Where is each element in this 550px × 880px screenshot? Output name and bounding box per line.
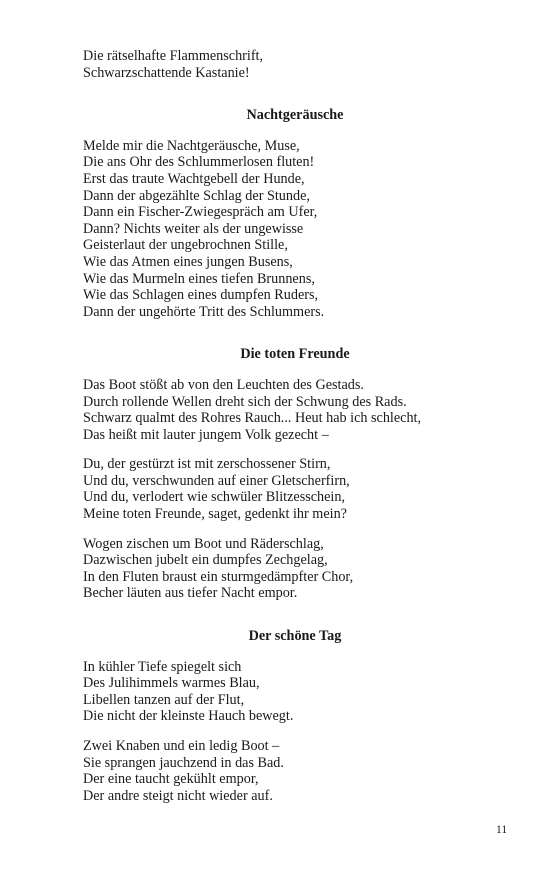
- poem-line: Sie sprangen jauchzend in das Bad.: [83, 754, 284, 771]
- poem-line: Dazwischen jubelt ein dumpfes Zechgelag,: [83, 552, 328, 569]
- poem-line: Du, der gestürzt ist mit zerschossener Stirn,: [83, 456, 331, 473]
- poem-line: Die ans Ohr des Schlummerlosen fluten!: [83, 154, 315, 171]
- poem-line: Und du, verlodert wie schwüler Blitzesschein,: [83, 489, 346, 506]
- poem-line: Wie das Murmeln eines tiefen Brunnens,: [83, 270, 315, 287]
- lead-in-stanza: [83, 48, 483, 81]
- poem-title: Nachtgeräusche: [246, 107, 344, 124]
- stanza: [83, 738, 483, 804]
- poem-line: Dann der abgezählte Schlag der Stunde,: [83, 187, 310, 204]
- poem-line: Des Julihimmels warmes Blau,: [83, 675, 260, 692]
- page-text: [83, 48, 483, 804]
- poem-line: Geisterlaut der ungebrochnen Stille,: [83, 237, 288, 254]
- poem-line: Die rätselhafte Flammenschrift,: [83, 48, 264, 64]
- poem-line: Dann der ungehörte Tritt des Schlummers.: [83, 303, 325, 320]
- stanza: [83, 138, 483, 321]
- poem-line: Der andre steigt nicht wieder auf.: [83, 787, 273, 804]
- poem-line: In den Fluten braust ein sturmgedämpfter Chor,: [83, 568, 354, 585]
- poem-line: Wie das Atmen eines jungen Busens,: [83, 253, 293, 270]
- stanza: [83, 456, 483, 522]
- poem-title: Der schöne Tag: [248, 628, 342, 645]
- poem-line: Und du, verschwunden auf einer Gletscherfirn,: [83, 472, 350, 489]
- stanza: [83, 659, 483, 725]
- poem-line: Zwei Knaben und ein ledig Boot –: [83, 738, 280, 754]
- poem-line: Libellen tanzen auf der Flut,: [83, 691, 245, 708]
- stanza: [83, 377, 483, 443]
- page-number: 11: [496, 824, 508, 836]
- poem-line: Das Boot stößt ab von den Leuchten des Gestads.: [83, 376, 364, 393]
- poem-line: Der eine taucht gekühlt empor,: [83, 771, 259, 788]
- poem-line: Melde mir die Nachtgeräusche, Muse,: [83, 137, 300, 154]
- poem-line: Das heißt mit lauter jungem Volk gezecht –: [83, 426, 329, 443]
- poem-title: Die toten Freunde: [240, 346, 350, 363]
- poem-line: Becher läuten aus tiefer Nacht empor.: [83, 585, 298, 602]
- poem-line: Wogen zischen um Boot und Räderschlag,: [83, 535, 324, 552]
- poem-line: In kühler Tiefe spiegelt sich: [83, 658, 242, 675]
- poem-line: Dann ein Fischer-Zwiegespräch am Ufer,: [83, 204, 318, 221]
- stanza: [83, 536, 483, 602]
- poem-line: Erst das traute Wachtgebell der Hunde,: [83, 170, 305, 187]
- poem-line: Dann? Nichts weiter als der ungewisse: [83, 220, 304, 237]
- poem-line: Schwarz qualmt des Rohres Rauch... Heut hab ich schlecht,: [83, 410, 422, 427]
- poem-line: Wie das Schlagen eines dumpfen Ruders,: [83, 287, 319, 304]
- poem-line: Meine toten Freunde, saget, gedenkt ihr mein?: [83, 506, 347, 523]
- poem-line: Schwarzschattende Kastanie!: [83, 64, 250, 81]
- poem-line: Durch rollende Wellen dreht sich der Schwung des Rads.: [83, 393, 407, 410]
- poem-line: Die nicht der kleinste Hauch bewegt.: [83, 708, 294, 725]
